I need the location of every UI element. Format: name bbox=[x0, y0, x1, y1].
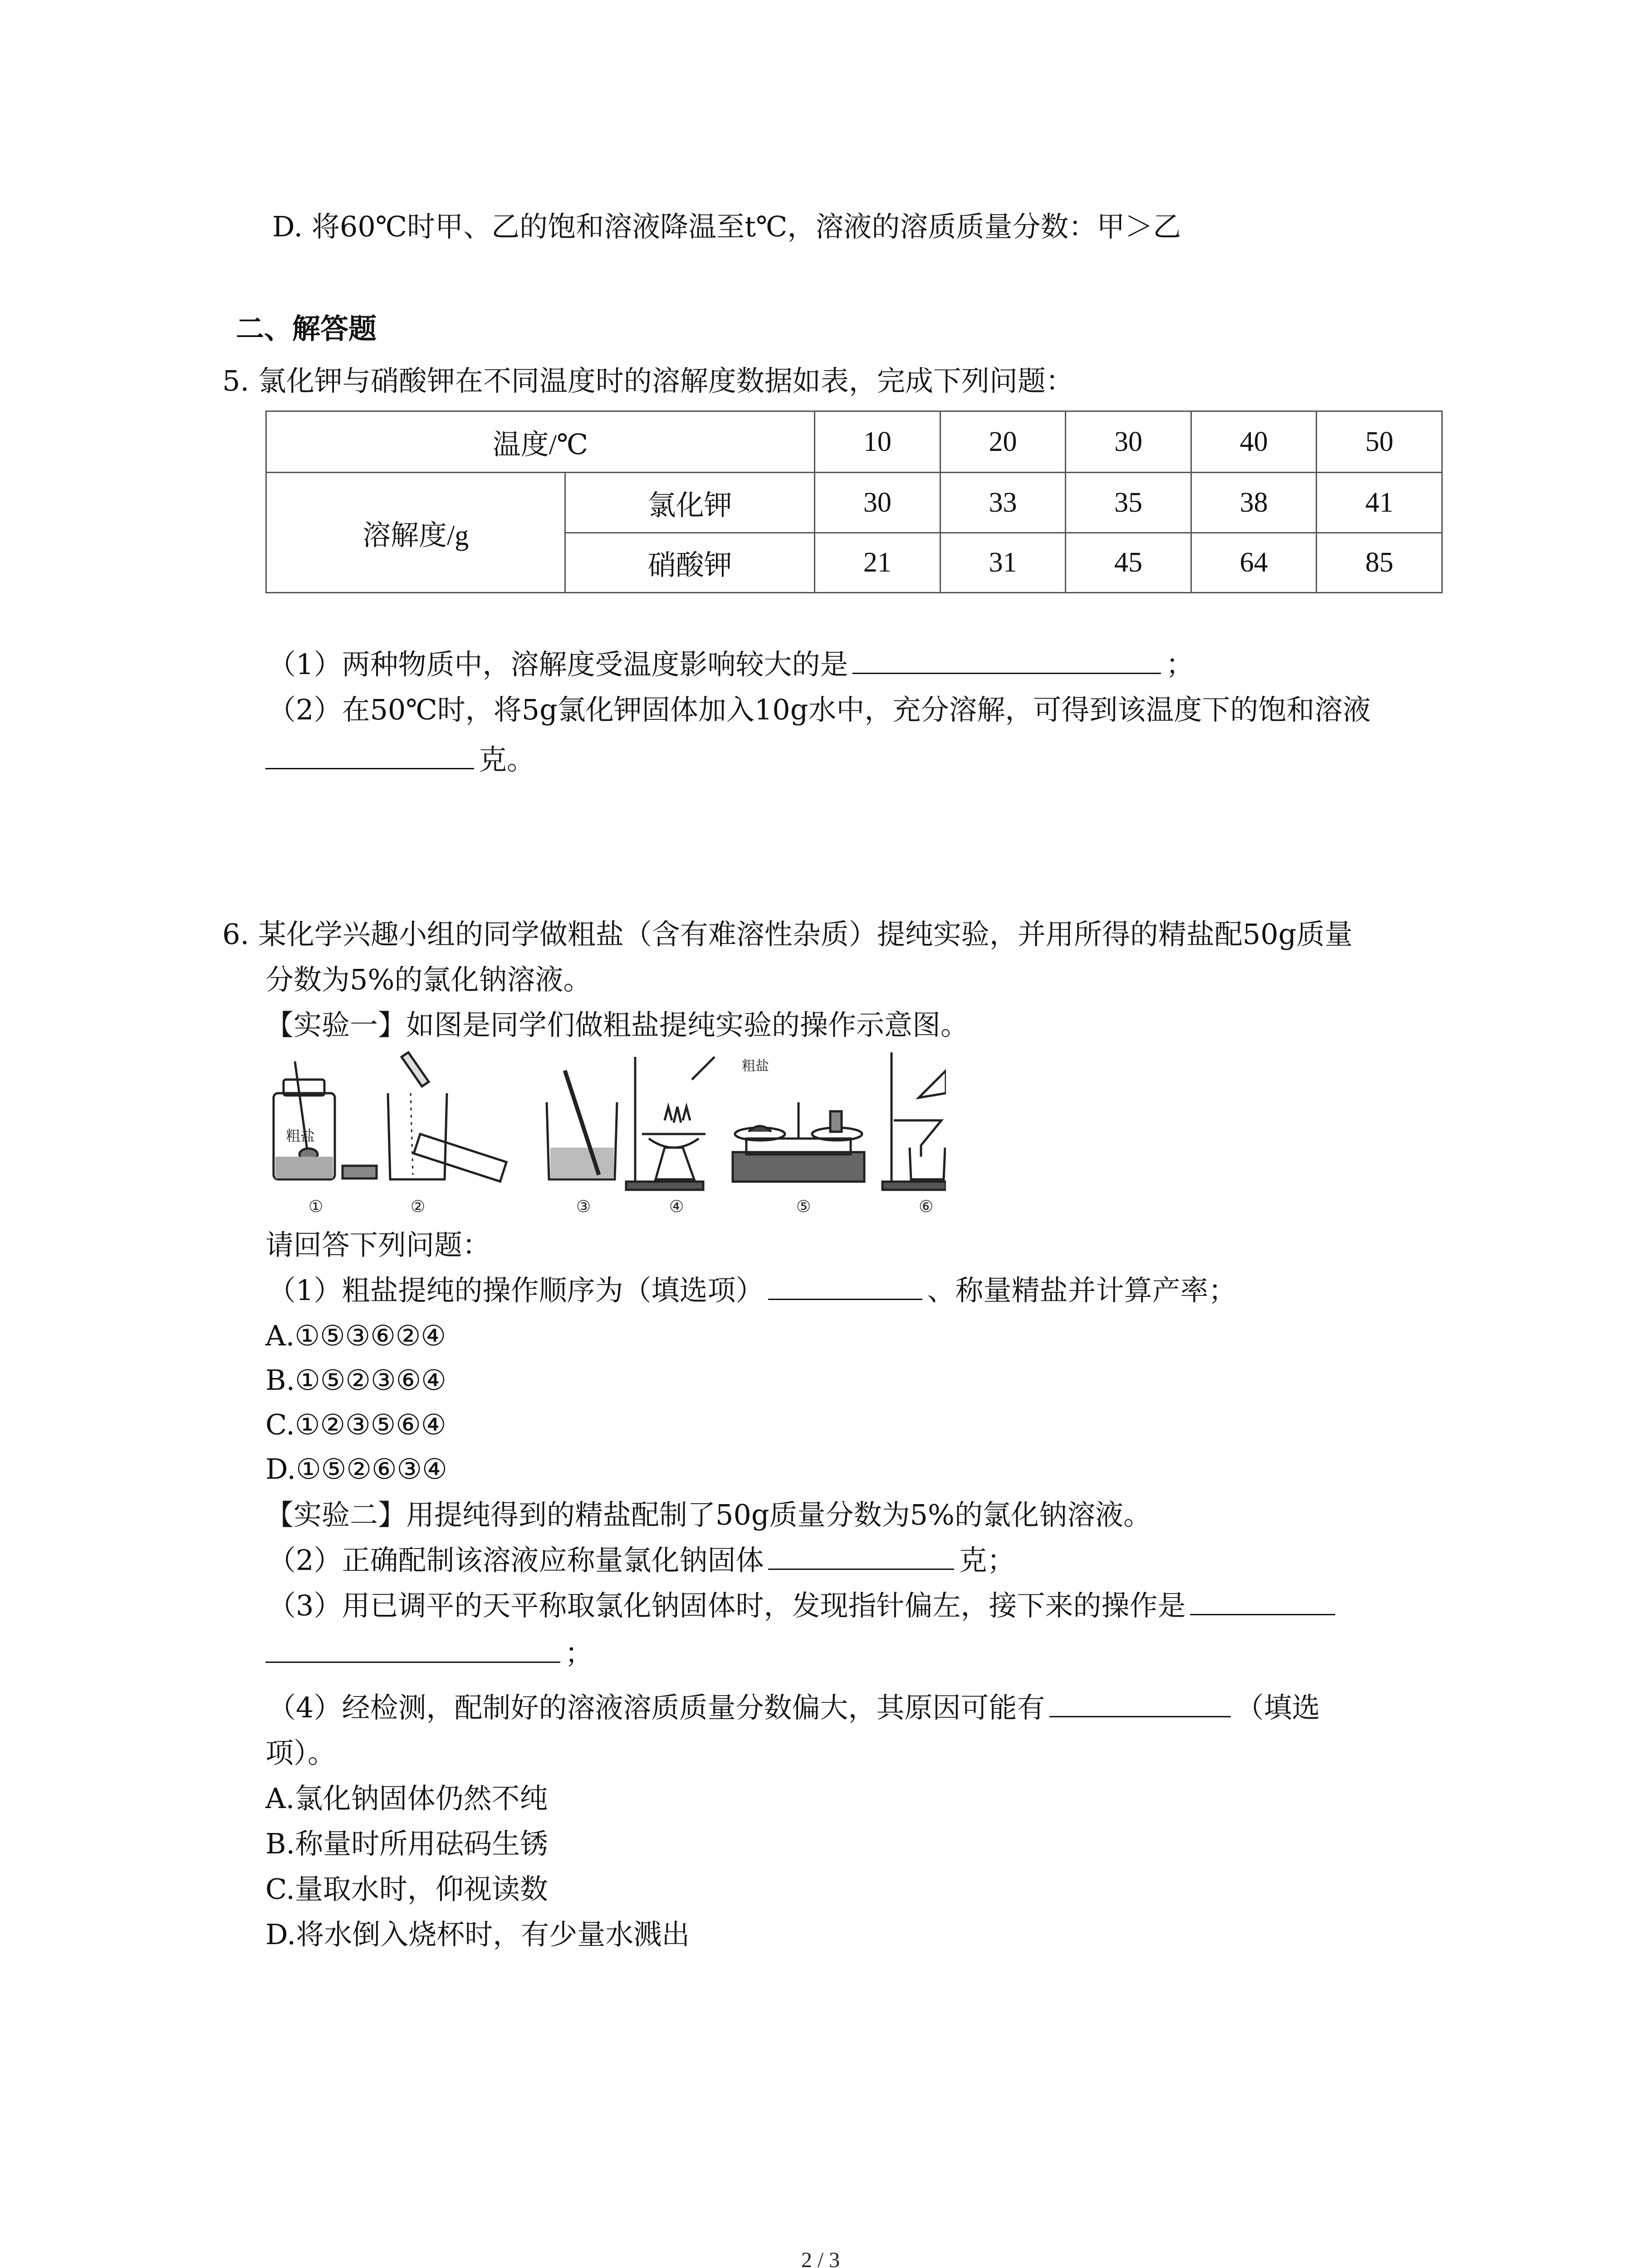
filtration-icon bbox=[882, 1052, 946, 1190]
q5-sub2: （2）在50℃时，将5g氯化钾固体加入10g水中，充分溶解，可得到该温度下的饱和溶液 bbox=[268, 693, 1371, 726]
q6-sub3-end: ； bbox=[565, 1637, 593, 1670]
q5-sub2-line2 bbox=[265, 739, 535, 780]
q5-sub1-blank[interactable] bbox=[852, 645, 1161, 674]
q6-sub3-text: （3）用已调平的天平称取氯化钠固体时，发现指针偏左，接下来的操作是 bbox=[268, 1589, 1186, 1622]
q6-sub4-option: A.氯化钠固体仍然不纯 bbox=[265, 1782, 548, 1815]
section-title: 二、解答题 bbox=[236, 312, 377, 345]
q6-prompt: 请回答下列问题： bbox=[265, 1228, 491, 1261]
kcl-value: 30 bbox=[815, 473, 941, 533]
q6-stem-line2: 分数为5%的氯化钠溶液。 bbox=[265, 963, 592, 996]
step-number: ④ bbox=[669, 1198, 684, 1216]
q6-sub2-text: （2）正确配制该溶液应称量氯化钠固体 bbox=[268, 1544, 764, 1577]
q5-sub2-blank[interactable] bbox=[265, 740, 474, 769]
q6-exp2: 【实验二】用提纯得到的精盐配制了50g质量分数为5%的氯化钠溶液。 bbox=[265, 1498, 1151, 1531]
step-number: ③ bbox=[576, 1198, 591, 1216]
temp-cell: 10 bbox=[815, 411, 941, 473]
row-name-kcl: 氯化钾 bbox=[565, 473, 815, 533]
q6-sub1-text: （1）粗盐提纯的操作顺序为（填选项） bbox=[268, 1274, 764, 1307]
crude-salt-label-2: 粗盐 bbox=[742, 1058, 769, 1074]
q5-sub1-end: ； bbox=[1166, 648, 1194, 681]
q5-sub2-end: 克。 bbox=[479, 743, 535, 776]
crude-salt-label: 粗盐 bbox=[286, 1127, 315, 1144]
q6-sub1-option: C.①②③⑤⑥④ bbox=[265, 1408, 446, 1441]
q6-exp1: 【实验一】如图是同学们做粗盐提纯实验的操作示意图。 bbox=[265, 1008, 969, 1041]
q6-sub4-option: C.量取水时，仰视读数 bbox=[265, 1872, 548, 1906]
temp-cell: 20 bbox=[940, 411, 1066, 473]
q6-stem-line1: 6. 某化学兴趣小组的同学做粗盐（含有难溶性杂质）提纯实验，并用所得的精盐配50g质量 bbox=[222, 918, 1353, 951]
temp-cell: 30 bbox=[1066, 411, 1191, 473]
solubility-table bbox=[265, 411, 1443, 593]
temp-header: 温度/℃ bbox=[266, 411, 815, 473]
temp-cell: 50 bbox=[1317, 411, 1442, 473]
q6-sub3-line2 bbox=[265, 1633, 593, 1674]
apparatus-figure bbox=[265, 1043, 946, 1216]
q6-sub4-option: B.称量时所用砝码生锈 bbox=[265, 1827, 549, 1860]
row-name-kno3: 硝酸钾 bbox=[565, 533, 815, 593]
reagent-bottle-icon bbox=[274, 1061, 377, 1179]
kno3-value: 21 bbox=[815, 533, 941, 593]
q5-sub1-text: （1）两种物质中，溶解度受温度影响较大的是 bbox=[268, 648, 848, 681]
stirring-beaker-icon bbox=[547, 1070, 617, 1179]
q6-sub4-line2: 项）。 bbox=[265, 1736, 336, 1769]
kcl-value: 41 bbox=[1317, 473, 1442, 533]
kno3-value: 85 bbox=[1317, 533, 1442, 593]
q6-sub4-blank[interactable] bbox=[1049, 1688, 1231, 1717]
kcl-value: 33 bbox=[940, 473, 1066, 533]
step-number: ⑤ bbox=[796, 1198, 811, 1216]
q6-sub2-end: 克； bbox=[959, 1544, 1015, 1577]
q6-sub1-end: 、称量精盐并计算产率； bbox=[927, 1274, 1237, 1307]
q6-sub2 bbox=[268, 1540, 1015, 1581]
q6-sub4-mid: （填选 bbox=[1235, 1691, 1320, 1724]
q6-sub1-option: A.①⑤③⑥②④ bbox=[265, 1319, 446, 1352]
kno3-value: 45 bbox=[1066, 533, 1191, 593]
evaporation-icon bbox=[626, 1057, 715, 1190]
q6-sub4-text: （4）经检测，配制好的溶液溶质质量分数偏大，其原因可能有 bbox=[268, 1691, 1045, 1724]
q6-sub4 bbox=[268, 1687, 1320, 1728]
balance-icon bbox=[733, 1102, 864, 1182]
q6-sub4-option: D.将水倒入烧杯时，有少量水溅出 bbox=[265, 1918, 690, 1951]
step-number: ② bbox=[411, 1198, 426, 1216]
solubility-label: 溶解度/g bbox=[266, 473, 565, 593]
step-number: ⑥ bbox=[919, 1198, 934, 1216]
q6-sub3-blank-2[interactable] bbox=[265, 1633, 560, 1663]
kno3-value: 64 bbox=[1191, 533, 1317, 593]
q6-sub3 bbox=[268, 1585, 1340, 1626]
q6-sub3-blank[interactable] bbox=[1190, 1586, 1335, 1615]
kcl-value: 38 bbox=[1191, 473, 1317, 533]
q5-sub1 bbox=[268, 644, 1194, 685]
temp-cell: 40 bbox=[1191, 411, 1317, 473]
q6-sub1 bbox=[268, 1270, 1236, 1311]
page-number: 2 / 3 bbox=[801, 2248, 840, 2268]
q4-option-d: D. 将60℃时甲、乙的饱和溶液降温至t℃，溶液的溶质质量分数：甲＞乙 bbox=[272, 210, 1181, 243]
q6-sub1-option: B.①⑤②③⑥④ bbox=[265, 1364, 446, 1397]
kcl-value: 35 bbox=[1066, 473, 1191, 533]
beaker-cylinder-icon bbox=[388, 1052, 506, 1182]
q6-sub1-option: D.①⑤②⑥③④ bbox=[265, 1452, 447, 1486]
q5-stem: 5. 氯化钾与硝酸钾在不同温度时的溶解度数据如表，完成下列问题： bbox=[222, 364, 1074, 397]
q6-sub2-blank[interactable] bbox=[768, 1540, 954, 1570]
q6-sub1-blank[interactable] bbox=[768, 1271, 922, 1300]
kno3-value: 31 bbox=[940, 533, 1066, 593]
step-number: ① bbox=[309, 1198, 323, 1216]
